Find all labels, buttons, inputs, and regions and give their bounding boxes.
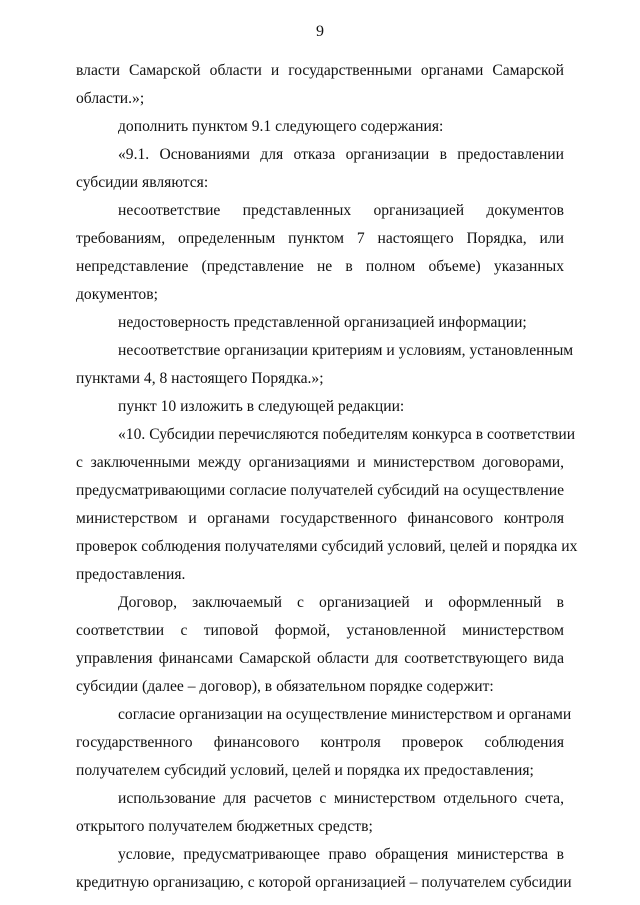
text-line: с заключенными между организациями и министерством договорами,	[76, 454, 564, 471]
text-line: министерством и органами государственного финансового контроля	[76, 510, 564, 527]
text-line: условие, предусматривающее право обращения министерства в	[118, 846, 564, 863]
text-line: соответствии с типовой формой, установленной министерством	[76, 622, 564, 639]
text-line: дополнить пунктом 9.1 следующего содержания:	[118, 118, 444, 135]
text-line: субсидии являются:	[76, 174, 209, 191]
text-line: непредставление (представление не в полном объеме) указанных	[76, 258, 564, 275]
text-line: несоответствие представленных организацией документов	[118, 202, 564, 219]
text-line: субсидии (далее – договор), в обязательном порядке содержит:	[76, 678, 494, 695]
text-line: согласие организации на осуществление министерством и органами	[118, 706, 572, 723]
paragraph-p10	[76, 701, 572, 785]
text-line: «9.1. Основаниями для отказа организации в предоставлении	[118, 146, 564, 163]
text-line: пункт 10 изложить в следующей редакции:	[118, 398, 405, 415]
text-line: управления финансами Самарской области для соответствующего вида	[76, 650, 564, 667]
text-line: власти Самарской области и государственными органами Самарской	[76, 62, 564, 79]
paragraph-p9	[76, 589, 564, 701]
text-line: несоответствие организации критериям и условиям, установленным	[118, 342, 574, 359]
text-line: «10. Субсидии перечисляются победителям конкурса в соответствии	[118, 426, 576, 443]
text-line: государственного финансового контроля проверок соблюдения	[76, 734, 564, 751]
paragraph-p12	[76, 841, 572, 897]
text-line: Договор, заключаемый с организацией и оформленный в	[118, 594, 564, 611]
text-line: открытого получателем бюджетных средств;	[76, 818, 373, 835]
text-line: пунктами 4, 8 настоящего Порядка.»;	[76, 370, 324, 387]
text-line: предоставления.	[76, 566, 186, 583]
paragraph-p4	[76, 197, 564, 309]
text-line: предусматривающими согласие получателей субсидий на осуществление	[76, 482, 564, 499]
paragraph-p7	[76, 393, 564, 421]
text-line: кредитную организацию, с которой организацией – получателем субсидии	[76, 874, 572, 891]
paragraph-p8	[76, 421, 578, 589]
text-line: получателем субсидий условий, целей и порядка их предоставления;	[76, 762, 534, 779]
paragraph-p6	[76, 337, 574, 393]
paragraph-p11	[76, 785, 564, 841]
text-line: требованиям, определенным пунктом 7 настоящего Порядка, или	[76, 230, 564, 247]
paragraph-p3	[76, 141, 564, 197]
text-line: документов;	[76, 286, 158, 303]
text-line: недостоверность представленной организацией информации;	[118, 314, 527, 331]
text-line: области.»;	[76, 90, 145, 107]
document-body	[76, 57, 578, 897]
text-line: проверок соблюдения получателями субсидий условий, целей и порядка их	[76, 538, 578, 555]
page-number: 9	[316, 23, 324, 40]
paragraph-p2	[76, 113, 564, 141]
paragraph-p5	[76, 309, 564, 337]
paragraph-p1	[76, 57, 564, 113]
text-line: использование для расчетов с министерством отдельного счета,	[118, 790, 564, 807]
